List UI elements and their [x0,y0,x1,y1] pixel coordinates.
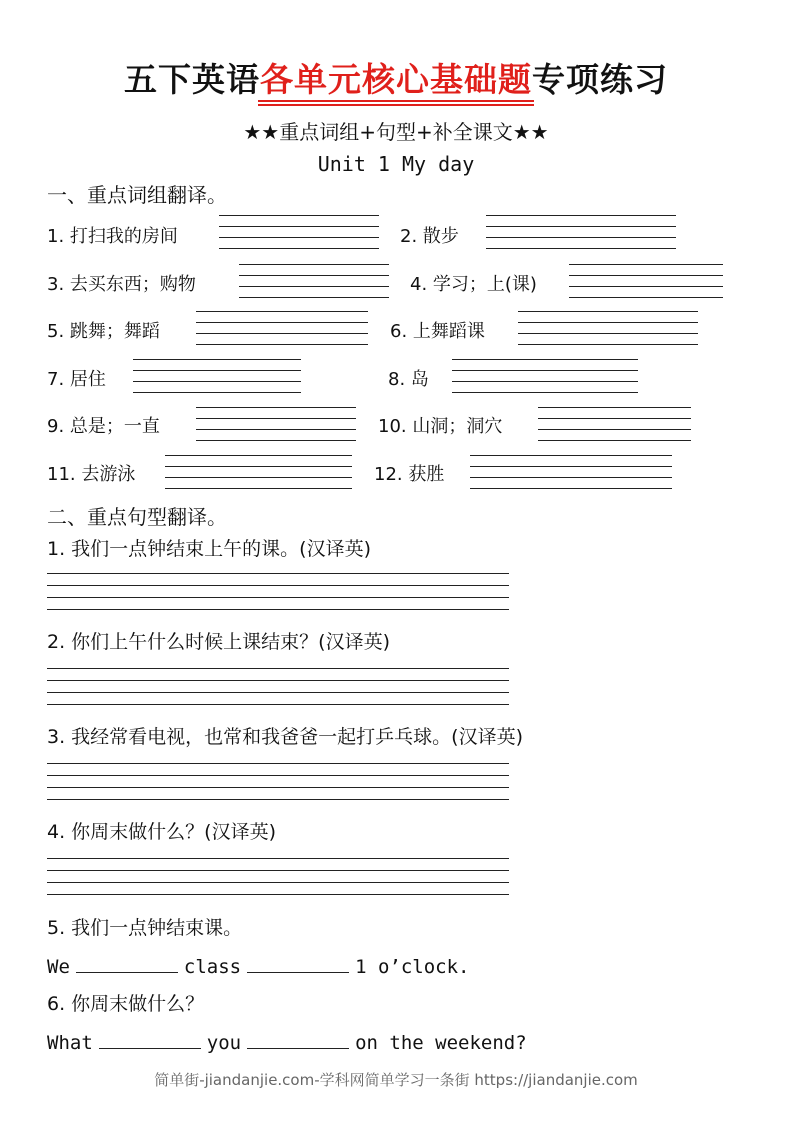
phrase-item: 1. 打扫我的房间 [47,226,178,247]
unit-title: Unit 1 My day [317,152,475,176]
answer-lines[interactable] [196,311,368,345]
fill-blank[interactable] [76,952,178,973]
fill-blank[interactable] [247,952,349,973]
answer-lines[interactable] [47,573,509,610]
section1-heading: 一、重点词组翻译。 [47,183,227,207]
title-part1: 五下英语 [124,60,260,99]
fill-word: What [47,1032,93,1054]
sentence-item: 6. 你周末做什么？ [47,993,205,1015]
footer-watermark: 简单街-jiandanjie.com-学科网简单学习一条街 https://jiandanjie.com [154,1071,638,1089]
phrase-item: 9. 总是；一直 [47,416,160,437]
phrase-item: 3. 去买东西；购物 [47,274,196,295]
sentence-item: 4. 你周末做什么？(汉译英) [47,821,276,843]
answer-lines[interactable] [47,668,509,705]
answer-lines[interactable] [196,407,356,441]
answer-lines[interactable] [47,763,509,800]
subtitle: ★★重点词组+句型+补全课文★★ [243,120,549,144]
title-part3: 专项练习 [532,60,668,99]
phrase-item: 8. 岛 [388,369,429,390]
answer-lines[interactable] [452,359,638,393]
phrase-item: 4. 学习；上(课) [410,274,537,295]
fill-blank[interactable] [99,1028,201,1049]
answer-lines[interactable] [239,264,389,298]
answer-lines[interactable] [569,264,723,298]
fill-word: class [183,956,242,978]
fill-word: We [47,956,70,978]
fill-in-sentence [47,1028,527,1057]
page-title [0,58,792,102]
fill-word: 1 o’clock. [355,956,470,978]
sentence-item: 2. 你们上午什么时候上课结束？(汉译英) [47,631,390,653]
phrase-item: 5. 跳舞；舞蹈 [47,321,160,342]
sentence-item: 5. 我们一点钟结束课。 [47,917,243,939]
answer-lines[interactable] [133,359,301,393]
phrase-item: 2. 散步 [400,226,459,247]
fill-in-sentence [47,952,469,981]
fill-blank[interactable] [247,1028,349,1049]
answer-lines[interactable] [47,858,509,895]
answer-lines[interactable] [486,215,676,249]
answer-lines[interactable] [219,215,379,216]
fill-word: you [206,1032,242,1054]
answer-lines[interactable] [165,455,352,489]
sentence-item: 3. 我经常看电视，也常和我爸爸一起打乒乓球。(汉译英) [47,726,523,748]
phrase-item: 12. 获胜 [374,464,445,485]
answer-lines[interactable] [470,455,672,489]
fill-word: on the weekend? [355,1032,527,1054]
phrase-item: 10. 山洞；洞穴 [378,416,503,437]
phrase-item: 11. 去游泳 [47,464,136,485]
phrase-item: 7. 居住 [47,369,106,390]
sentence-item: 1. 我们一点钟结束上午的课。(汉译英) [47,538,371,560]
answer-lines[interactable] [518,311,698,345]
title-highlight: 各单元核心基础题 [260,58,532,102]
section2-heading: 二、重点句型翻译。 [47,505,227,529]
answer-lines[interactable] [538,407,691,441]
phrase-item: 6. 上舞蹈课 [390,321,485,342]
